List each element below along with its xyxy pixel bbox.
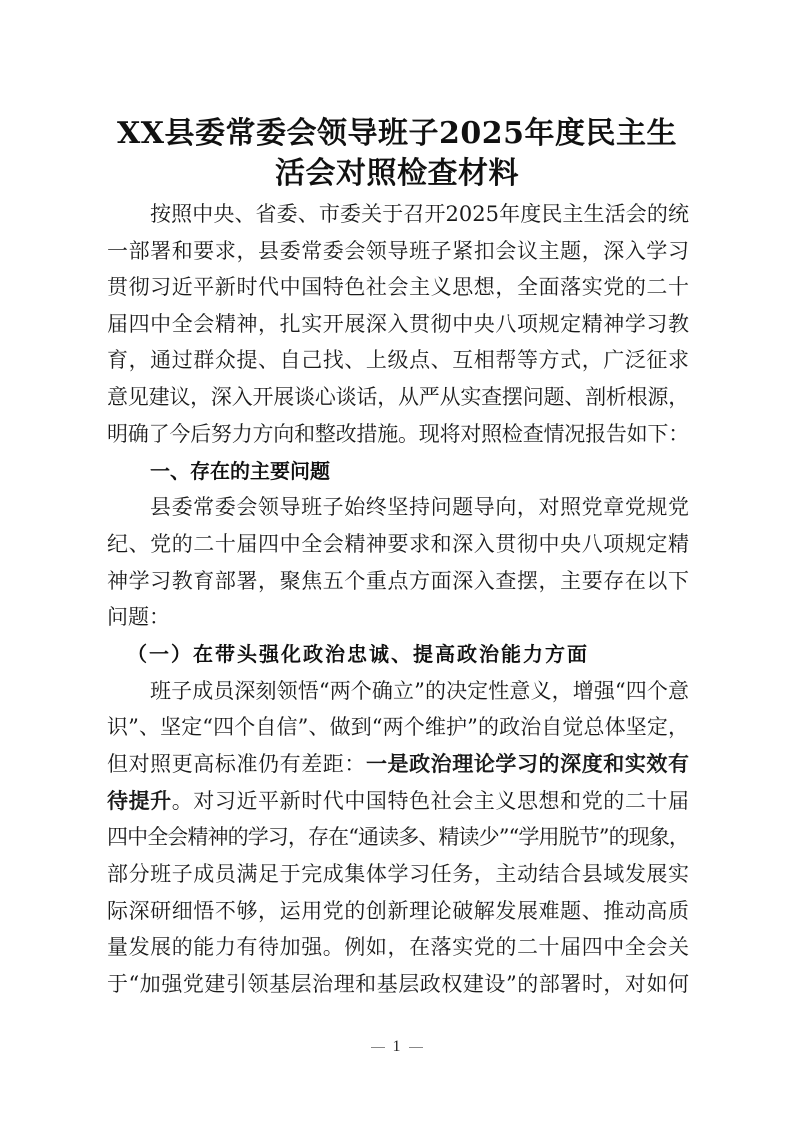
intro-line: 按照中央、省委、市委关于召开2025年度民主生活会的统	[150, 202, 689, 226]
subsection-line: 班子成员深刻领悟“两个确立”的决定性意义，增强“四个意	[150, 679, 689, 703]
intro-line: 一部署和要求，县委常委会领导班子紧扣会议主题，深入学习	[107, 239, 689, 263]
subsection-line: 识”、坚定“四个自信”、做到“两个维护”的政治自觉总体坚定，	[107, 715, 689, 739]
subsection-line: 量发展的能力有待加强。例如，在落实党的二十届四中全会关	[107, 935, 689, 959]
bold-point-one-end: 待提升	[107, 788, 172, 813]
intro-line: 贯彻习近平新时代中国特色社会主义思想，全面落实党的二十	[107, 275, 689, 299]
subsection-line: 部分班子成员满足于完成集体学习任务，主动结合县域发展实	[107, 862, 689, 886]
subsection-line: 际深研细悟不够，运用党的创新理论破解发展难题、推动高质	[107, 899, 689, 923]
subsection-line-with-bold	[107, 750, 689, 778]
document-title-line-2: 活会对照检查材料	[275, 156, 519, 191]
normal-text: 。对习近平新时代中国特色社会主义思想和党的二十届	[171, 789, 690, 813]
intro-line: 届四中全会精神，扎实开展深入贯彻中央八项规定精神学习教	[107, 312, 689, 336]
intro-line: 育，通过群众提、自己找、上级点、互相帮等方式，广泛征求	[107, 348, 689, 372]
section-line: 问题：	[107, 605, 170, 629]
section-line: 神学习教育部署，聚焦五个重点方面深入查摆，主要存在以下	[107, 569, 689, 593]
footer-dash-right	[409, 1047, 423, 1048]
page-number-footer	[0, 1038, 793, 1056]
bold-point-one: 一是政治理论学习的深度和实效有	[365, 751, 690, 776]
subsection-line-with-bold	[107, 787, 689, 815]
subsection-line: 四中全会精神的学习，存在“通读多、精读少”“学用脱节”的现象，	[107, 825, 689, 849]
intro-line: 意见建议，深入开展谈心谈话，从严从实查摆问题、剖析根源，	[107, 385, 689, 409]
document-title-line-1: XX县委常委会领导班子2025年度民主生	[116, 116, 678, 151]
section-line: 纪、党的二十届四中全会精神要求和深入贯彻中央八项规定精	[107, 532, 689, 556]
normal-text: 但对照更高标准仍有差距：	[107, 752, 366, 776]
section-heading-problems: 一、存在的主要问题	[150, 459, 330, 483]
subsection-heading-political-loyalty: （一）在带头强化政治忠诚、提高政治能力方面	[127, 642, 589, 666]
intro-line: 明确了今后努力方向和整改措施。现将对照检查情况报告如下：	[107, 422, 689, 446]
subsection-line: 于“加强党建引领基层治理和基层政权建设”的部署时，对如何	[107, 972, 689, 996]
section-line: 县委常委会领导班子始终坚持问题导向，对照党章党规党	[150, 495, 689, 519]
page-number: 1	[392, 1038, 401, 1055]
footer-dash-left	[371, 1047, 385, 1048]
